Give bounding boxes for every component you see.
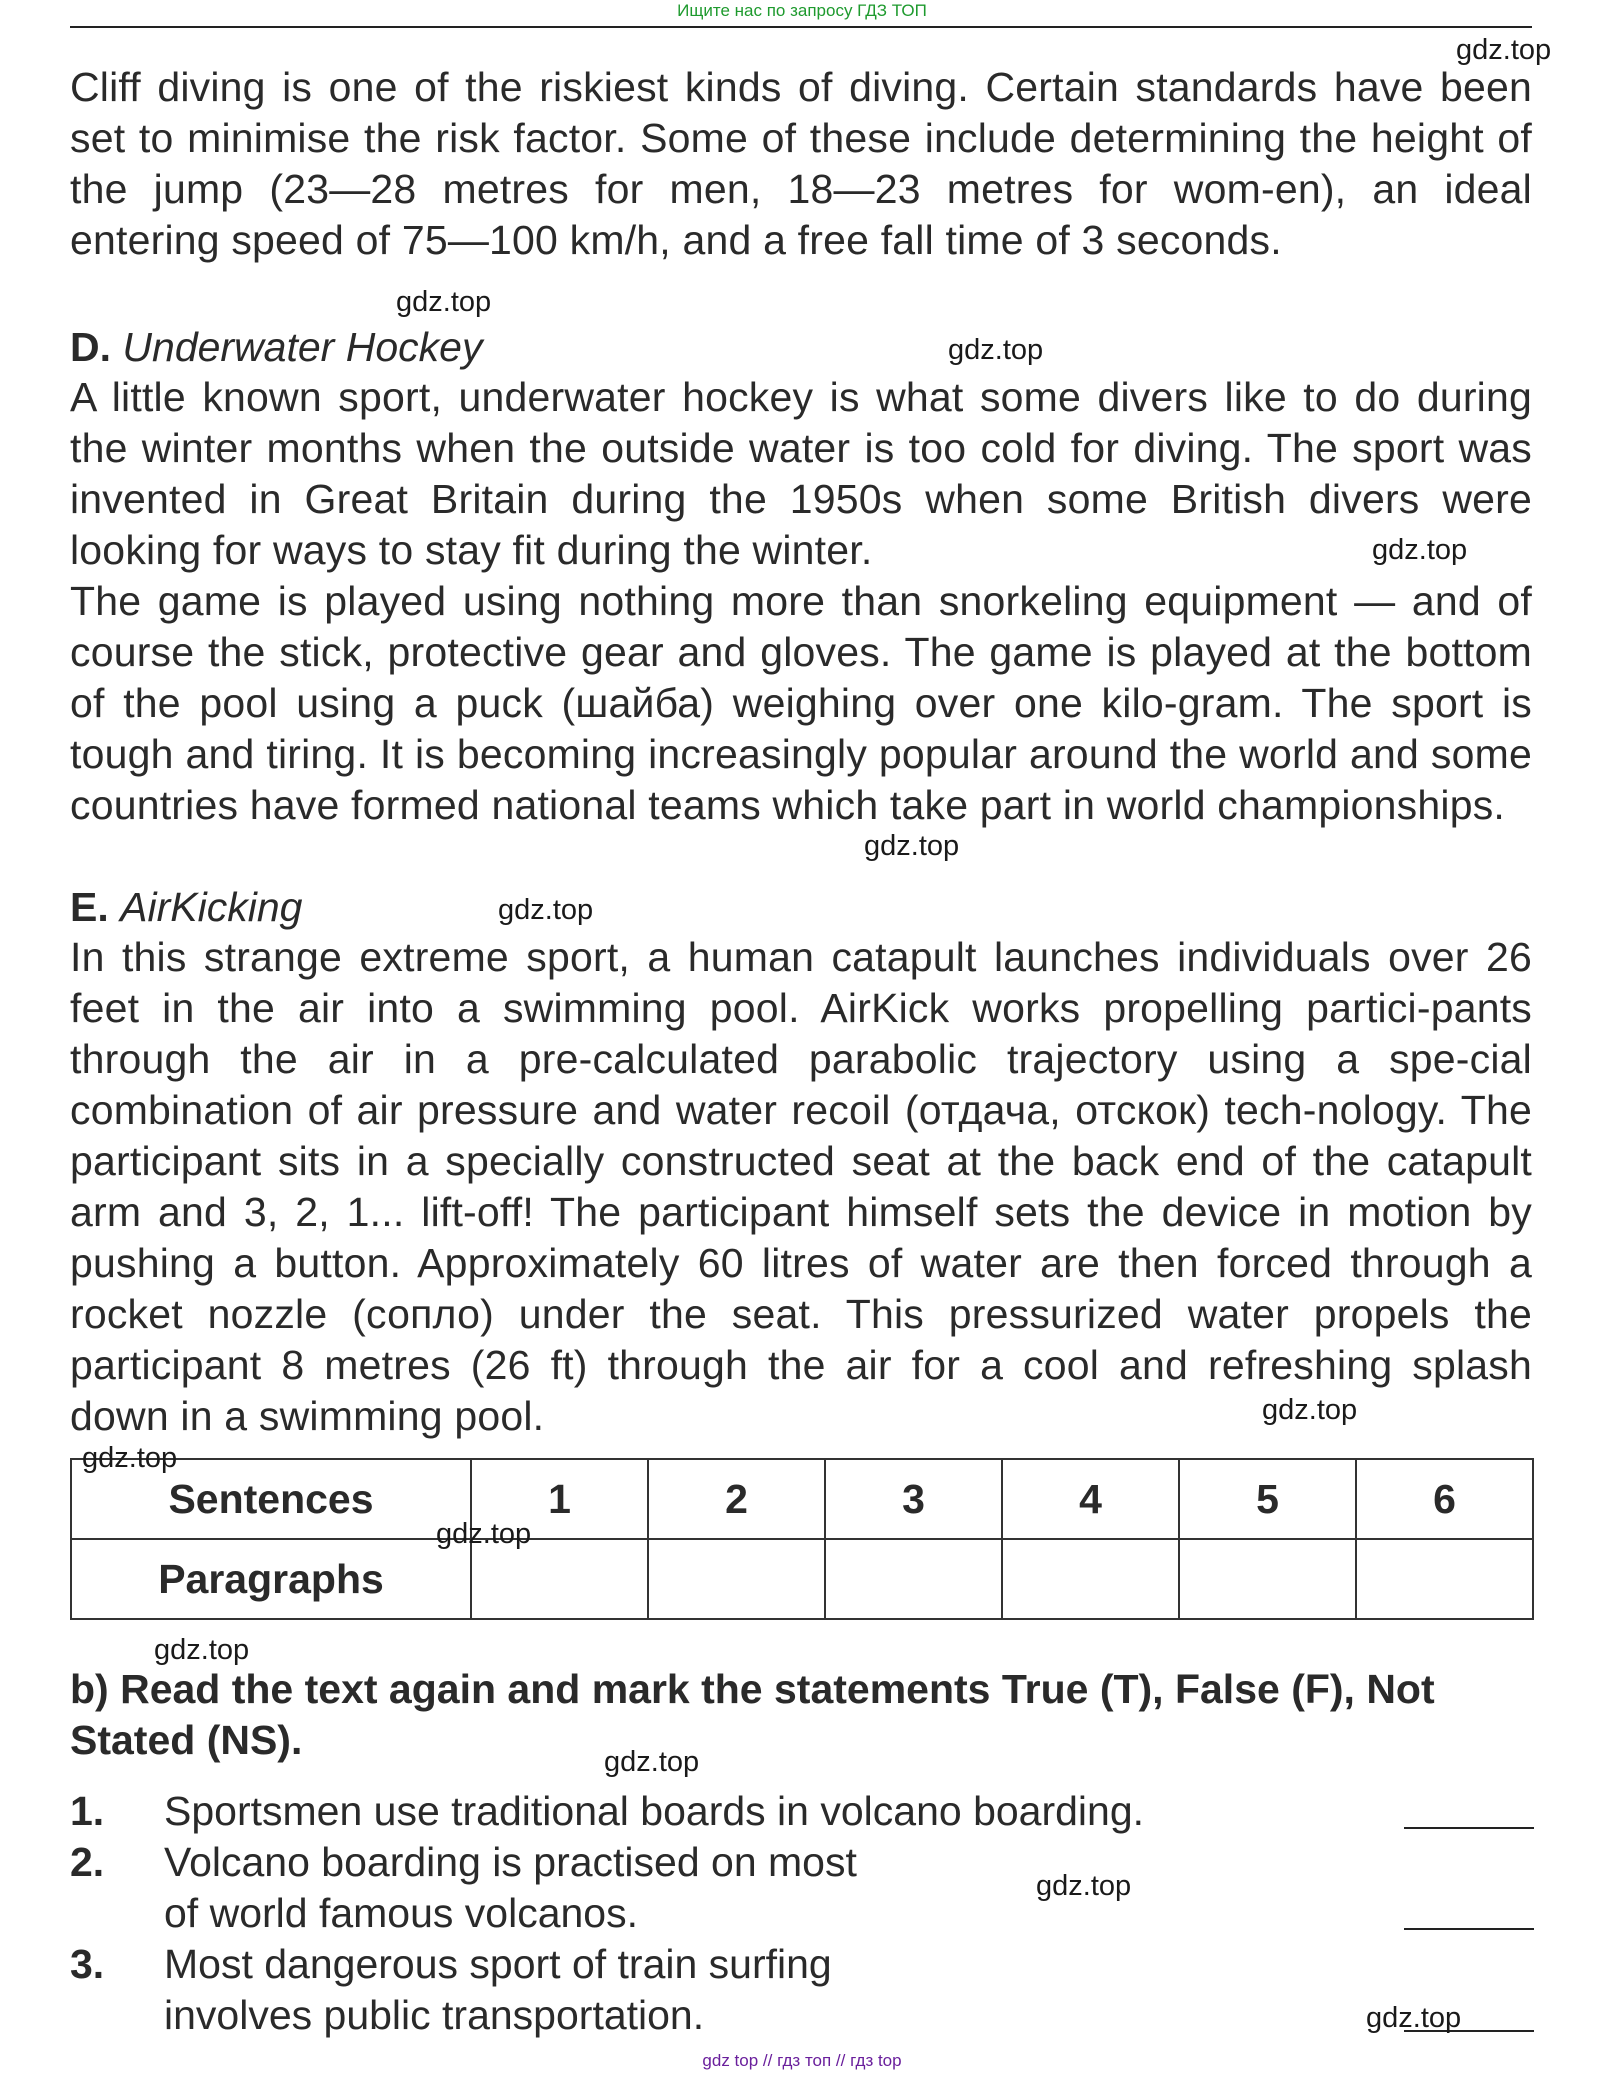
column-header: 6 [1356,1459,1533,1539]
row-label-paragraphs: Paragraphs [71,1539,471,1619]
statement-text: Sportsmen use traditional boards in volcano boarding. [164,1788,1145,1834]
statement-text: Volcano boarding is practised on most [164,1839,857,1885]
section-e-letter: E. [70,884,109,930]
watermark: gdz.top [154,1634,250,1666]
watermark: gdz.top [948,334,1044,366]
watermark: gdz.top [82,1442,178,1474]
task-b-instruction: b) Read the text again and mark the statements True (T), False (F), Not Stated (NS). [70,1666,1435,1763]
watermark: gdz.top [1366,2002,1462,2034]
watermark: gdz.top [436,1518,532,1550]
column-header: 1 [471,1459,648,1539]
section-e-heading [70,882,302,933]
section-d-title: Underwater Hockey [122,324,483,370]
row-label-sentences: Sentences [71,1459,471,1539]
table-row-paragraphs [71,1539,1533,1619]
watermark: gdz.top [1262,1394,1358,1426]
answer-cell[interactable] [1356,1539,1533,1619]
top-divider [70,26,1532,28]
table-row-sentences [71,1459,1533,1539]
statement-text: Most dangerous sport of train surfing [164,1941,832,1987]
answer-blank-1[interactable] [1404,1827,1534,1829]
answer-blank-2[interactable] [1404,1928,1534,1930]
section-d-heading [70,322,482,373]
column-header: 2 [648,1459,825,1539]
top-banner[interactable]: Ищите нас по запросу ГДЗ ТОП [677,1,927,20]
column-header: 3 [825,1459,1002,1539]
answer-cell[interactable] [1179,1539,1356,1619]
paragraph-c-ending: Cliff diving is one of the riskiest kinds of diving. Certain standards have been set to minimise the risk factor. Some of these include determining the height of the jump (23—28 metres for men, 18—23 metres for wom-en), an ideal entering speed of 75—100 km/h, and a free fall time of 3 seconds. [70,64,1532,263]
answer-cell[interactable] [471,1539,648,1619]
footer-links[interactable]: gdz top // гдз топ // гдз top [702,2051,902,2070]
watermark: gdz.top [1456,34,1552,66]
column-header: 4 [1002,1459,1179,1539]
statement-text-line-2: involves public transportation. [164,1992,705,2038]
statement-number: 3. [70,1941,105,1987]
section-e-title: AirKicking [120,884,303,930]
watermark: gdz.top [604,1746,700,1778]
section-e-paragraph: In this strange extreme sport, a human catapult launches individuals over 26 feet in the air into a swimming pool. AirKick works propelling partici-pants through the air in a pre-calculated parabolic trajectory using a spe-cial combination of air pressure and water recoil (отдача, отскок) tech-nology. The participant sits in a specially constructed seat at the back end of the catapult arm and 3, 2, 1... lift-off! The participant himself sets the device in motion by pushing a button. Approximately 60 litres of water are then forced through a rocket nozzle (сопло) under the seat. This pressurized water propels the participant 8 metres (26 ft) through the air for a cool and refreshing splash down in a swimming pool. [70,934,1532,1439]
statement-text-line-2: of world famous volcanos. [164,1890,639,1936]
answer-table [70,1458,1534,1620]
watermark: gdz.top [498,894,594,926]
watermark: gdz.top [1372,534,1468,566]
section-d-letter: D. [70,324,111,370]
section-d-paragraph-2: The game is played using nothing more than snorkeling equipment — and of course the stick, protective gear and gloves. The game is played at the bottom of the pool using a puck (шайба) weighing over one kilo-gram. The sport is tough and tiring. It is becoming increasingly popular around the world and some countries have formed national teams which take part in world championships. [70,578,1532,828]
watermark: gdz.top [864,830,960,862]
section-d-paragraph-1: A little known sport, underwater hockey is what some divers like to do during the winter months when the outside water is too cold for diving. The sport was invented in Great Britain during the 1950s when some British divers were looking for ways to stay fit during the winter. [70,374,1532,573]
watermark: gdz.top [396,286,492,318]
statement-number: 2. [70,1839,105,1885]
answer-cell[interactable] [825,1539,1002,1619]
column-header: 5 [1179,1459,1356,1539]
statement-number: 1. [70,1788,105,1834]
watermark: gdz.top [1036,1870,1132,1902]
answer-cell[interactable] [648,1539,825,1619]
answer-cell[interactable] [1002,1539,1179,1619]
